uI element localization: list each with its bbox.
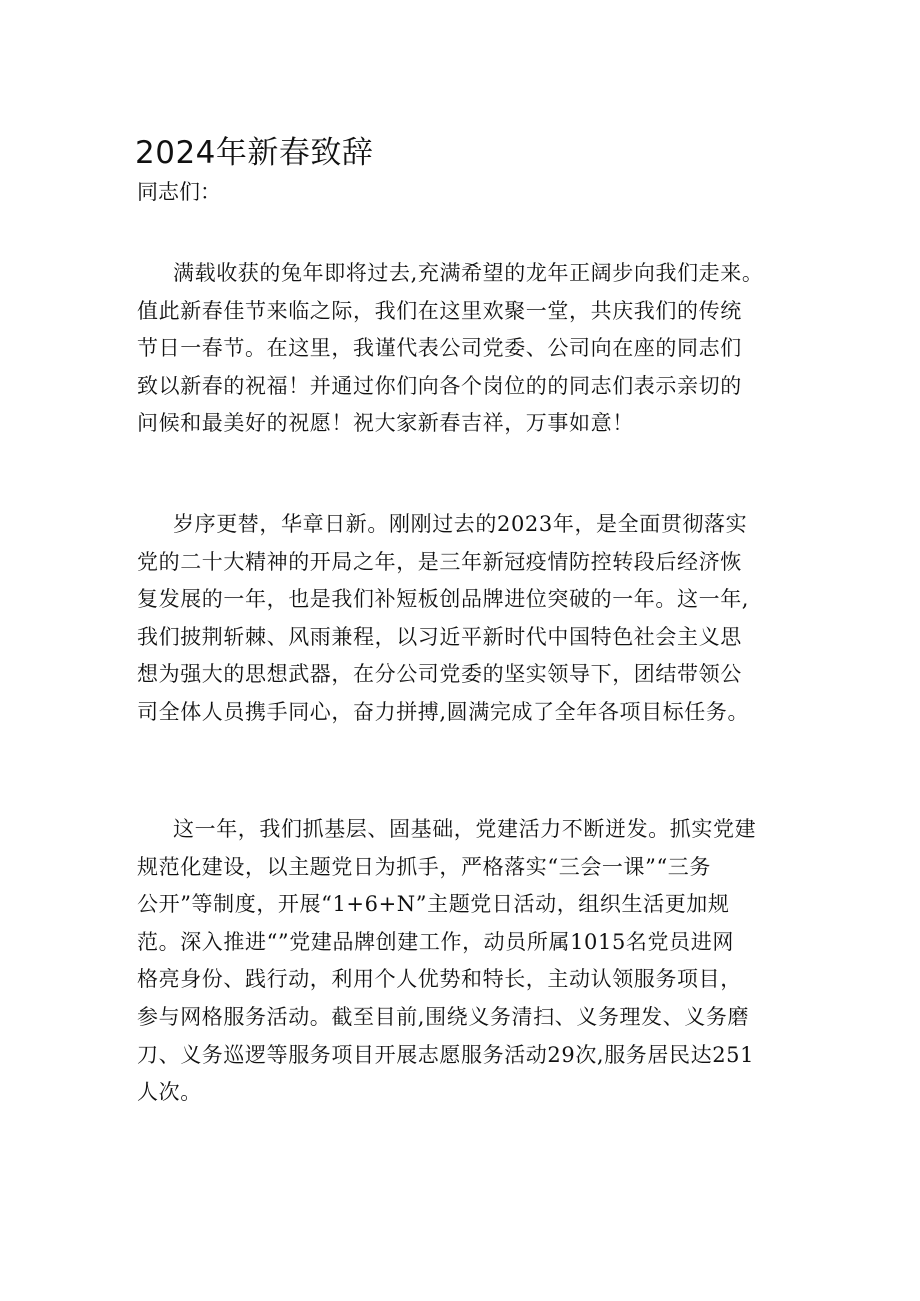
paragraph-line: 值此新春佳节来临之际，我们在这里欢聚一堂，共庆我们的传统 xyxy=(137,298,742,323)
paragraph-line: 岁序更替，华章日新。刚刚过去的2023年，是全面贯彻落实 xyxy=(173,512,748,536)
paragraph-line: 人次。 xyxy=(137,1080,202,1105)
paragraph-line: 我们披荆斩棘、风雨兼程，以习近平新时代中国特色社会主义思 xyxy=(137,624,742,649)
paragraph-line: 司全体人员携手同心，奋力拼搏,圆满完成了全年各项目标任务。 xyxy=(137,699,750,724)
paragraph-line: 想为强大的思想武器，在分公司党委的坚实领导下，团结带领公 xyxy=(137,662,742,687)
paragraph-line: 节日一春节。在这里，我谨代表公司党委、公司向在座的同志们 xyxy=(137,336,742,361)
paragraph-line: 公开”等制度，开展“1+6+N”主题党日活动，组织生活更加规 xyxy=(137,892,730,917)
paragraph-line: 复发展的一年，也是我们补短板创品牌进位突破的一年。这一年, xyxy=(137,587,750,612)
paragraph-line: 满载收获的兔年即将过去,充满希望的龙年正阔步向我们走来。 xyxy=(173,261,764,285)
paragraph-3 xyxy=(137,811,797,1112)
paragraph-line: 致以新春的祝福！并通过你们向各个岗位的的同志们表示亲切的 xyxy=(137,373,742,398)
paragraph-line: 范。深入推进“”党建品牌创建工作，动员所属1015名党员进网 xyxy=(137,929,734,954)
paragraph-1 xyxy=(137,255,797,443)
paragraph-line: 党的二十大精神的开局之年，是三年新冠疫情防控转段后经济恢 xyxy=(137,549,742,574)
paragraph-line: 规范化建设，以主题党日为抓手，严格落实“三会一课”“三务 xyxy=(137,854,712,879)
paragraph-line: 刀、义务巡逻等服务项目开展志愿服务活动29次,服务居民达251 xyxy=(137,1042,755,1067)
paragraph-2 xyxy=(137,506,797,732)
paragraph-line: 问候和最美好的祝愿！祝大家新春吉祥，万事如意！ xyxy=(137,411,634,436)
document-title: 2024年新春致辞 xyxy=(135,135,374,171)
paragraph-line: 这一年，我们抓基层、固基础，党建活力不断迸发。抓实党建 xyxy=(173,817,757,841)
paragraph-line: 格亮身份、践行动，利用个人优势和特长，主动认领服务项目， xyxy=(137,967,742,992)
paragraph-line: 参与网格服务活动。截至目前,围绕义务清扫、义务理发、义务磨 xyxy=(137,1004,750,1029)
salutation: 同志们： xyxy=(137,180,221,204)
